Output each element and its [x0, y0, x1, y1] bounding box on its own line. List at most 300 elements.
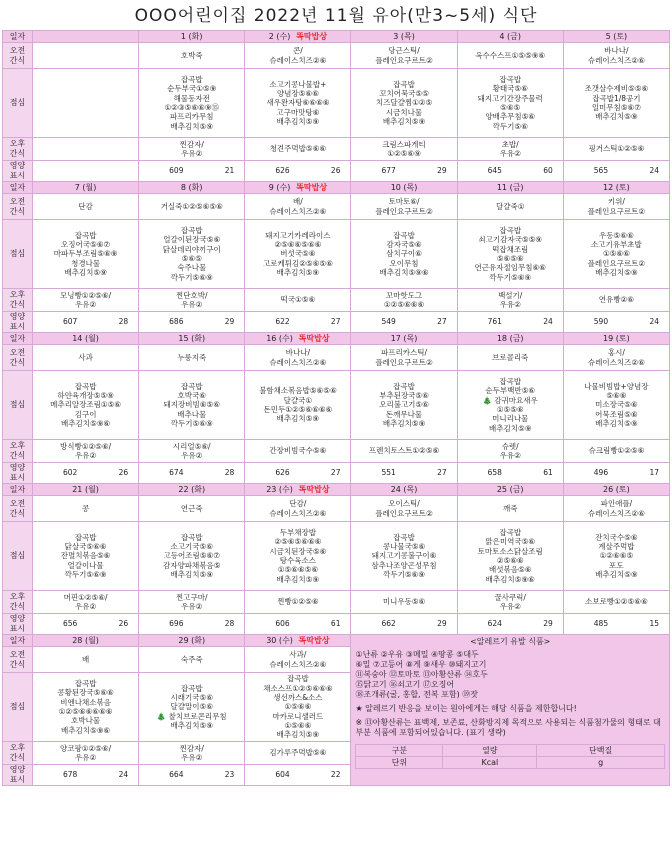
- lunch-item: 오이무침: [389, 258, 419, 268]
- protein-value: 21: [224, 166, 235, 176]
- day-cell-lunch: [139, 220, 245, 289]
- day-cell-lunch: [139, 673, 245, 742]
- day-cell-pm: 청견주먹밥⑤⑥⑥: [245, 138, 351, 161]
- lunch-item: 잡곡밥: [180, 683, 203, 693]
- day-cell-nut: [139, 614, 245, 635]
- unit-header: 단백질: [537, 745, 665, 757]
- lunch-item: 버섯국⑤⑥: [280, 249, 316, 259]
- day-cell-date: [563, 484, 669, 496]
- unit-header: 구분: [356, 745, 443, 757]
- lunch-item: 생선까스&소스: [273, 692, 323, 702]
- day-cell-date: [245, 31, 351, 43]
- day-cell-lunch: [139, 371, 245, 440]
- lunch-item: 감자양파채볶음⑤: [163, 560, 221, 570]
- lunch-item: 탕수육소스: [279, 556, 316, 565]
- row-label-lunch: 점심: [3, 371, 33, 440]
- lunch-item: 배추김치⑤⑨: [276, 414, 320, 424]
- day-cell-pm: 연유빵②⑥: [563, 289, 669, 312]
- day-cell-date: [457, 31, 563, 43]
- day-cell-am: 바나나/ 슈레이스치즈②⑥: [245, 345, 351, 371]
- lunch-item: 미니리나물: [492, 414, 529, 424]
- lunch-item: 새우완자탕⑥⑥⑥⑥: [266, 98, 330, 108]
- day-cell-pm: 방식빵①②⑤⑥/ 우유②: [33, 440, 139, 463]
- day-cell-lunch: [33, 673, 139, 742]
- day-cell-pm: 꿀사쿠릭/ 우유②: [457, 591, 563, 614]
- day-cell-date: [245, 635, 351, 647]
- lunch-item: 시래기국⑤⑥: [170, 692, 213, 702]
- lunch-item: 돼지장비빔⑥⑤⑥: [163, 400, 220, 410]
- special-meal-tag: 똑딱밥상: [295, 635, 330, 645]
- day-cell-lunch: [457, 220, 563, 289]
- lunch-item: 배추김치⑤⑨: [170, 570, 213, 580]
- day-cell-nut: [563, 161, 669, 182]
- unit-table: [355, 744, 665, 769]
- lunch-item: 배추나물: [177, 409, 207, 419]
- day-cell-nut: [139, 161, 245, 182]
- day-cell-date: [457, 333, 563, 345]
- day-cell-pm: 간장비빔국수⑤⑥: [245, 440, 351, 463]
- row-label-date: 일자: [3, 484, 33, 496]
- day-date: 7 (월): [74, 182, 97, 192]
- protein-value: 24: [649, 317, 659, 327]
- lunch-item: 토마토소스닭살조림: [477, 546, 543, 556]
- lunch-item: 깍두기⑤⑥⑨: [170, 419, 213, 429]
- lunch-item: 잡곡밥: [287, 674, 309, 684]
- lunch-item: 배추김치⑤⑨⑥: [61, 725, 111, 735]
- kcal-value: 609: [169, 166, 184, 176]
- lunch-item: 치즈달걀찜①②⑤: [375, 98, 433, 108]
- lunch-item: ②⑤⑥⑤⑥⑥⑥: [274, 537, 322, 547]
- lunch-item: ⑤⑥⑤⑥: [496, 254, 524, 263]
- kcal-value: 622: [275, 317, 290, 327]
- kcal-value: 551: [381, 468, 396, 478]
- day-date: 15 (화): [178, 333, 206, 343]
- day-cell-lunch: [33, 220, 139, 289]
- kcal-value: 549: [381, 317, 396, 327]
- lunch-item: 어묵조림⑤⑥: [595, 409, 638, 419]
- lunch-item: ⑤⑥⑥: [606, 390, 627, 400]
- day-cell-lunch: [245, 673, 351, 742]
- day-cell-nut: [33, 312, 139, 333]
- row-label-snack_pm: 오후 간식: [3, 742, 33, 765]
- day-cell-pm: 찐감자/ 우유②: [139, 138, 245, 161]
- protein-value: 29: [543, 619, 553, 629]
- day-cell-nut: [139, 765, 245, 786]
- lunch-item: 나물비빔밥+양념장: [584, 381, 649, 391]
- legend-line: ⑮닭고기 ⑯쇠고기 ⑰오징어: [355, 680, 455, 689]
- day-cell-lunch: [245, 69, 351, 138]
- day-cell-lunch: [33, 371, 139, 440]
- lunch-item: 시금치된장국⑤⑥: [269, 546, 327, 556]
- week-3-pm-row: [3, 440, 670, 463]
- lunch-item: 배추김치⑤⑨: [276, 268, 320, 278]
- day-date: 5 (토): [605, 31, 628, 41]
- day-date: 9 (수): [268, 182, 291, 192]
- lunch-item: 삼치구이⑥: [386, 249, 422, 259]
- day-cell-pm: 찐빵①②⑤⑥: [245, 591, 351, 614]
- week-3-am-row: [3, 345, 670, 371]
- row-label-nutrition: 영양 표시: [3, 161, 33, 182]
- day-cell-date: [563, 182, 669, 194]
- lunch-item: 쇠고기감자국⑤⑤⑨: [478, 235, 543, 245]
- row-label-date: 일자: [3, 635, 33, 647]
- day-date: 29 (화): [178, 635, 206, 645]
- row-label-snack_pm: 오후 간식: [3, 591, 33, 614]
- day-cell-date: [139, 182, 245, 194]
- lunch-item: 잡곡밥: [74, 230, 97, 240]
- day-cell-pm: 찐감자/ 우유②: [139, 742, 245, 765]
- day-cell-lunch: [351, 371, 457, 440]
- day-cell-nut: [33, 614, 139, 635]
- lunch-item: 우동⑤⑥⑥: [599, 230, 634, 240]
- day-cell-lunch: [139, 69, 245, 138]
- lunch-item: 숙주나물: [177, 263, 207, 273]
- day-cell-lunch: [563, 220, 669, 289]
- day-cell-am: 누룽지죽: [139, 345, 245, 371]
- lunch-item: 배추김치⑤⑨: [382, 117, 426, 127]
- day-cell-date: [33, 182, 139, 194]
- day-cell-nut: [245, 161, 351, 182]
- day-date: 17 (목): [390, 333, 418, 343]
- day-cell-am: 배/ 슈레이스치즈②⑥: [245, 194, 351, 220]
- day-date: 10 (목): [390, 182, 418, 192]
- day-cell-nut: [563, 463, 669, 484]
- lunch-item: 닭살국⑤⑥⑥: [64, 541, 107, 551]
- lunch-item: 떡잡채조림: [492, 244, 529, 254]
- allergy-legend: [351, 635, 670, 786]
- day-cell-am: 사과: [33, 345, 139, 371]
- day-cell-nut: [139, 312, 245, 333]
- lunch-item: 배추김치⑤⑨: [276, 730, 320, 740]
- lunch-item: 배추김치⑤⑨: [64, 268, 107, 278]
- lunch-item: 마파두부조림⑤⑥⑨: [53, 249, 118, 259]
- row-label-snack_am: 오전 간식: [3, 496, 33, 522]
- day-cell-am: 연근죽: [139, 496, 245, 522]
- day-cell-am: 옥수수스프①⑤⑤⑨⑥: [457, 43, 563, 69]
- day-cell-am: 콘/ 슈레이스치즈②⑥: [245, 43, 351, 69]
- lunch-item: 메추리알장조림①⑤⑥: [50, 400, 122, 410]
- lunch-item: 돼지고기콩불구이⑥: [371, 551, 437, 561]
- lunch-item: 잡곡밥: [74, 532, 97, 542]
- kcal-value: 606: [275, 619, 290, 629]
- kcal-value: 602: [63, 468, 78, 478]
- day-cell-am: 사과/ 슈레이스치즈②⑥: [245, 647, 351, 673]
- week-3-date-row: [3, 333, 670, 345]
- lunch-item: 호박나물: [71, 716, 101, 726]
- day-cell-lunch: [457, 522, 563, 591]
- row-label-date: 일자: [3, 333, 33, 345]
- protein-value: 26: [118, 468, 129, 478]
- protein-value: 28: [224, 619, 235, 629]
- day-date: 11 (금): [496, 182, 524, 192]
- lunch-item: 고구마맛탕⑥: [276, 107, 320, 117]
- day-cell-nut: [351, 312, 457, 333]
- lunch-item: 부추된장국⑤⑥: [379, 390, 429, 400]
- legend-note: ※ ⑬아황산류는 표백제, 보존료, 산화방지제 목적으로 사용되는 식품첨가물의 형태로 대부분 식품에 포함되어있습니다. (표기 생략): [355, 718, 661, 737]
- kcal-value: 624: [487, 619, 502, 629]
- lunch-item: 두부채장밥: [279, 527, 316, 537]
- row-label-date: 일자: [3, 31, 33, 43]
- day-cell-date: [351, 31, 457, 43]
- day-cell-am: 브로콜리죽: [457, 345, 563, 371]
- lunch-item: 잡곡밥: [180, 532, 203, 542]
- unit-value: g: [537, 757, 665, 769]
- day-cell-date: [563, 31, 669, 43]
- day-cell-date: [457, 182, 563, 194]
- day-cell-nut: [351, 614, 457, 635]
- day-cell-lunch: [457, 69, 563, 138]
- lunch-item: 깍두기⑤⑥⑨: [170, 272, 213, 282]
- day-cell-lunch: [563, 69, 669, 138]
- protein-value: 29: [437, 619, 447, 629]
- day-cell-nut: [33, 161, 139, 182]
- day-cell-pm: 양코팡①②⑤⑥/ 우유②: [33, 742, 139, 765]
- lunch-item: 고등어조림⑤⑥⑦: [163, 551, 220, 561]
- day-cell-am: 깨죽: [457, 496, 563, 522]
- special-meal-tag: 똑딱밥상: [295, 333, 330, 343]
- lunch-item: 잡곡밥: [499, 527, 522, 537]
- day-date: 2 (수): [268, 31, 291, 41]
- day-cell-date: [33, 333, 139, 345]
- day-cell-lunch: [139, 522, 245, 591]
- week-4-am-row: [3, 496, 670, 522]
- row-label-snack_am: 오전 간식: [3, 647, 33, 673]
- kcal-value: 696: [169, 619, 184, 629]
- lunch-item: 순두부백반⑤⑥: [485, 386, 536, 396]
- lunch-item: 깍두기⑤⑥⑨: [383, 570, 425, 580]
- unit-value: Kcal: [443, 757, 537, 769]
- day-cell-nut: [457, 161, 563, 182]
- kcal-value: 658: [487, 468, 502, 478]
- lunch-item: 배추김치⑤⑨: [488, 423, 532, 433]
- lunch-item: 배추김치⑤⑨: [595, 570, 638, 580]
- protein-value: 60: [543, 166, 553, 176]
- week-2-date-row: [3, 182, 670, 194]
- day-cell-date: [139, 333, 245, 345]
- week-2-pm-row: [3, 289, 670, 312]
- lunch-item: ①⑤⑤⑥: [496, 405, 524, 414]
- kcal-value: 677: [381, 166, 396, 176]
- day-cell-date: [245, 182, 351, 194]
- lunch-item: 달걀말이⑤⑥: [170, 702, 213, 712]
- special-meal-tag: 똑딱밥상: [295, 484, 330, 494]
- lunch-item: 잡곡밥: [393, 381, 415, 391]
- protein-value: 17: [649, 468, 659, 478]
- day-cell-pm: 핑거스틱①②⑤⑥: [563, 138, 669, 161]
- lunch-item: 배추김치⑤⑨: [382, 419, 426, 429]
- lunch-item: ①②⑥⑥⑤: [599, 551, 634, 561]
- lunch-item: 배추김치⑤⑨: [595, 419, 638, 429]
- day-date: 4 (금): [499, 31, 521, 41]
- day-date: 19 (토): [603, 333, 630, 343]
- lunch-item: 잡곡밥: [499, 376, 522, 386]
- lunch-item: 꼬치어묵국⑤⑤: [379, 88, 429, 98]
- day-cell-nut: [245, 765, 351, 786]
- kcal-value: 656: [63, 619, 78, 629]
- lunch-item: 오징어국⑤⑥⑦: [61, 239, 111, 249]
- lunch-item: 양배추무침⑤⑥: [485, 112, 536, 122]
- week-1-lunch-row: [3, 69, 670, 138]
- day-cell-am: 콩: [33, 496, 139, 522]
- kcal-value: 645: [487, 166, 502, 176]
- day-cell-am: 토마토⑥/ 플레인요구르트②: [351, 194, 457, 220]
- lunch-item: ②⑤⑥⑥⑤⑥⑥: [274, 239, 322, 249]
- week-4-nut-row: [3, 614, 670, 635]
- lunch-item: 깍두기⑤⑥⑨: [489, 272, 532, 282]
- day-date: 24 (목): [390, 484, 418, 494]
- day-cell-date: [139, 31, 245, 43]
- lunch-item: 🎄 찰치브로콘리무침: [156, 711, 227, 721]
- day-cell-nut: [139, 463, 245, 484]
- day-cell-nut: [245, 312, 351, 333]
- kcal-value: 674: [169, 468, 184, 478]
- lunch-item: 달걀국①: [283, 395, 313, 405]
- lunch-item: 돼지고기간장주물럭: [477, 93, 543, 103]
- day-cell-date: [33, 31, 139, 43]
- page-title: OOO어린이집 2022년 11월 유아(만3~5세) 식단: [134, 6, 538, 26]
- week-4-pm-row: [3, 591, 670, 614]
- kcal-value: 664: [169, 770, 184, 780]
- day-date: 16 (수): [266, 333, 293, 343]
- day-cell-nut: [33, 765, 139, 786]
- lunch-item: 잡곡밥: [499, 74, 522, 84]
- lunch-item: ②⑤⑥⑥: [496, 556, 524, 565]
- lunch-item: 잡곡밥: [74, 381, 97, 391]
- lunch-item: 김구이: [74, 409, 97, 419]
- lunch-item: 소고기유부초밥: [591, 239, 642, 249]
- lunch-item: ①⑤⑥⑥: [602, 249, 630, 259]
- lunch-item: 조갯살수제비⑤⑤⑥: [584, 84, 649, 94]
- lunch-item: 잡곡밥: [180, 381, 203, 391]
- lunch-item: ①②③⑤⑥⑥⑨⑮: [164, 103, 220, 112]
- lunch-item: 호박국⑥: [177, 390, 206, 400]
- lunch-item: 일미무침⑤⑥⑦: [591, 103, 641, 112]
- day-cell-date: [139, 635, 245, 647]
- lunch-item: 배추김치⑤⑨⑥: [61, 419, 111, 429]
- day-date: 8 (화): [180, 182, 203, 192]
- row-label-nutrition: 영양 표시: [3, 614, 33, 635]
- day-cell-am: 바나나/ 슈레이스치즈②⑥: [563, 43, 669, 69]
- day-cell-pm: 떡국①⑤⑥: [245, 289, 351, 312]
- day-cell-date: [245, 484, 351, 496]
- lunch-item: 잡곡밥: [180, 74, 203, 84]
- lunch-item: 순두부국①⑤⑨: [167, 84, 217, 94]
- lunch-item: 잡곡밥: [74, 678, 97, 688]
- day-cell-pm: 시리얼⑤⑥/ 우유②: [139, 440, 245, 463]
- lunch-item: 비엔나채소볶음: [60, 697, 111, 707]
- day-cell-pm: 프렌치토스트①②⑤⑥: [351, 440, 457, 463]
- week-2-lunch-row: [3, 220, 670, 289]
- day-cell-date: [139, 484, 245, 496]
- day-cell-pm: 슈렛/ 우유②: [457, 440, 563, 463]
- day-date: 21 (월): [72, 484, 99, 494]
- protein-value: 15: [649, 619, 659, 629]
- protein-value: 24: [543, 317, 553, 327]
- day-cell-pm: 김가루주먹밥⑤⑥: [245, 742, 351, 765]
- legend-line: ⑱조개류(굴, 홍합, 전복 포함) ⑲잣: [355, 690, 478, 699]
- day-cell-am: 단감: [33, 194, 139, 220]
- row-label-nutrition: 영양 표시: [3, 312, 33, 333]
- lunch-item: 잡곡밥1/8공기: [592, 93, 641, 103]
- lunch-item: 하얀육개장⑤⑤⑨: [57, 390, 114, 400]
- day-cell-nut: [351, 463, 457, 484]
- lunch-item: 파프리카무침: [169, 112, 214, 122]
- protein-value: 28: [224, 468, 235, 478]
- day-cell-date: [563, 333, 669, 345]
- day-cell-lunch: [245, 220, 351, 289]
- day-cell-pm: 찐고구마/ 우유②: [139, 591, 245, 614]
- day-cell-am: 홍시/ 슈레이스치즈②⑥: [563, 345, 669, 371]
- day-date: 22 (화): [178, 484, 206, 494]
- day-cell-date: [351, 182, 457, 194]
- unit-value: 단위: [356, 757, 443, 769]
- lunch-item: 얼갈이나물: [67, 560, 104, 570]
- lunch-item: 배추김치⑤⑨: [276, 117, 320, 127]
- week-4-date-row: [3, 484, 670, 496]
- day-cell-lunch: [351, 522, 457, 591]
- menu-table: [2, 30, 670, 786]
- kcal-value: 607: [63, 317, 78, 327]
- day-cell-pm: 소보로빵①②⑤⑥⑥: [563, 591, 669, 614]
- day-cell-am: 거실죽①②⑤⑥⑤⑥: [139, 194, 245, 220]
- day-date: 25 (금): [496, 484, 524, 494]
- day-cell-nut: [457, 614, 563, 635]
- kcal-value: 496: [593, 468, 609, 478]
- lunch-item: 잡곡밥: [393, 230, 415, 240]
- protein-value: 28: [118, 317, 129, 327]
- lunch-item: 계살주먹밥: [598, 541, 635, 551]
- protein-value: 27: [437, 317, 447, 327]
- kcal-value: 626: [275, 468, 290, 478]
- row-label-date: 일자: [3, 182, 33, 194]
- lunch-item: 미소장국⑤⑥: [595, 400, 638, 410]
- row-label-lunch: 점심: [3, 220, 33, 289]
- lunch-item: 연근유자절임무침⑥⑥: [474, 263, 546, 273]
- week-4-lunch-row: [3, 522, 670, 591]
- day-cell-am: [33, 43, 139, 69]
- kcal-value: 604: [275, 770, 290, 780]
- row-label-lunch: 점심: [3, 69, 33, 138]
- special-meal-tag: 똑딱밥상: [293, 182, 328, 192]
- protein-value: 61: [543, 468, 553, 478]
- protein-value: 27: [330, 468, 341, 478]
- lunch-item: 청경나물: [71, 258, 101, 268]
- day-date: 28 (월): [72, 635, 99, 645]
- day-date: 12 (토): [603, 182, 630, 192]
- protein-value: 22: [330, 770, 341, 780]
- day-cell-am: 키위/ 플레인요구르트②: [563, 194, 669, 220]
- day-date: 14 (월): [72, 333, 99, 343]
- row-label-nutrition: 영양 표시: [3, 463, 33, 484]
- lunch-item: 배추김치⑤⑨⑥: [379, 268, 429, 278]
- day-cell-nut: [33, 463, 139, 484]
- day-cell-pm: 머핀①②⑤⑥/ 우유②: [33, 591, 139, 614]
- lunch-item: 배섯볶음⑤⑥: [488, 565, 532, 575]
- day-date: 30 (수): [266, 635, 293, 645]
- lunch-item: 잡곡밥: [393, 79, 415, 89]
- day-cell-date: [245, 333, 351, 345]
- lunch-item: 해물동자전: [173, 93, 210, 103]
- day-cell-am: 숙주죽: [139, 647, 245, 673]
- day-cell-pm: 초밥/ 우유②: [457, 138, 563, 161]
- day-cell-am: 달걀죽①: [457, 194, 563, 220]
- legend-warning: ★ 알레르기 반응을 보이는 원아에게는 해당 식품을 제한합니다!: [355, 704, 577, 713]
- protein-value: 24: [649, 166, 659, 176]
- lunch-item: 오리불고기⑤⑥: [379, 400, 429, 410]
- lunch-item: ①②⑤⑥⑥⑥⑥⑥: [58, 707, 113, 716]
- lunch-item: 플레인요구르트②: [587, 258, 646, 268]
- kcal-value: 678: [63, 770, 78, 780]
